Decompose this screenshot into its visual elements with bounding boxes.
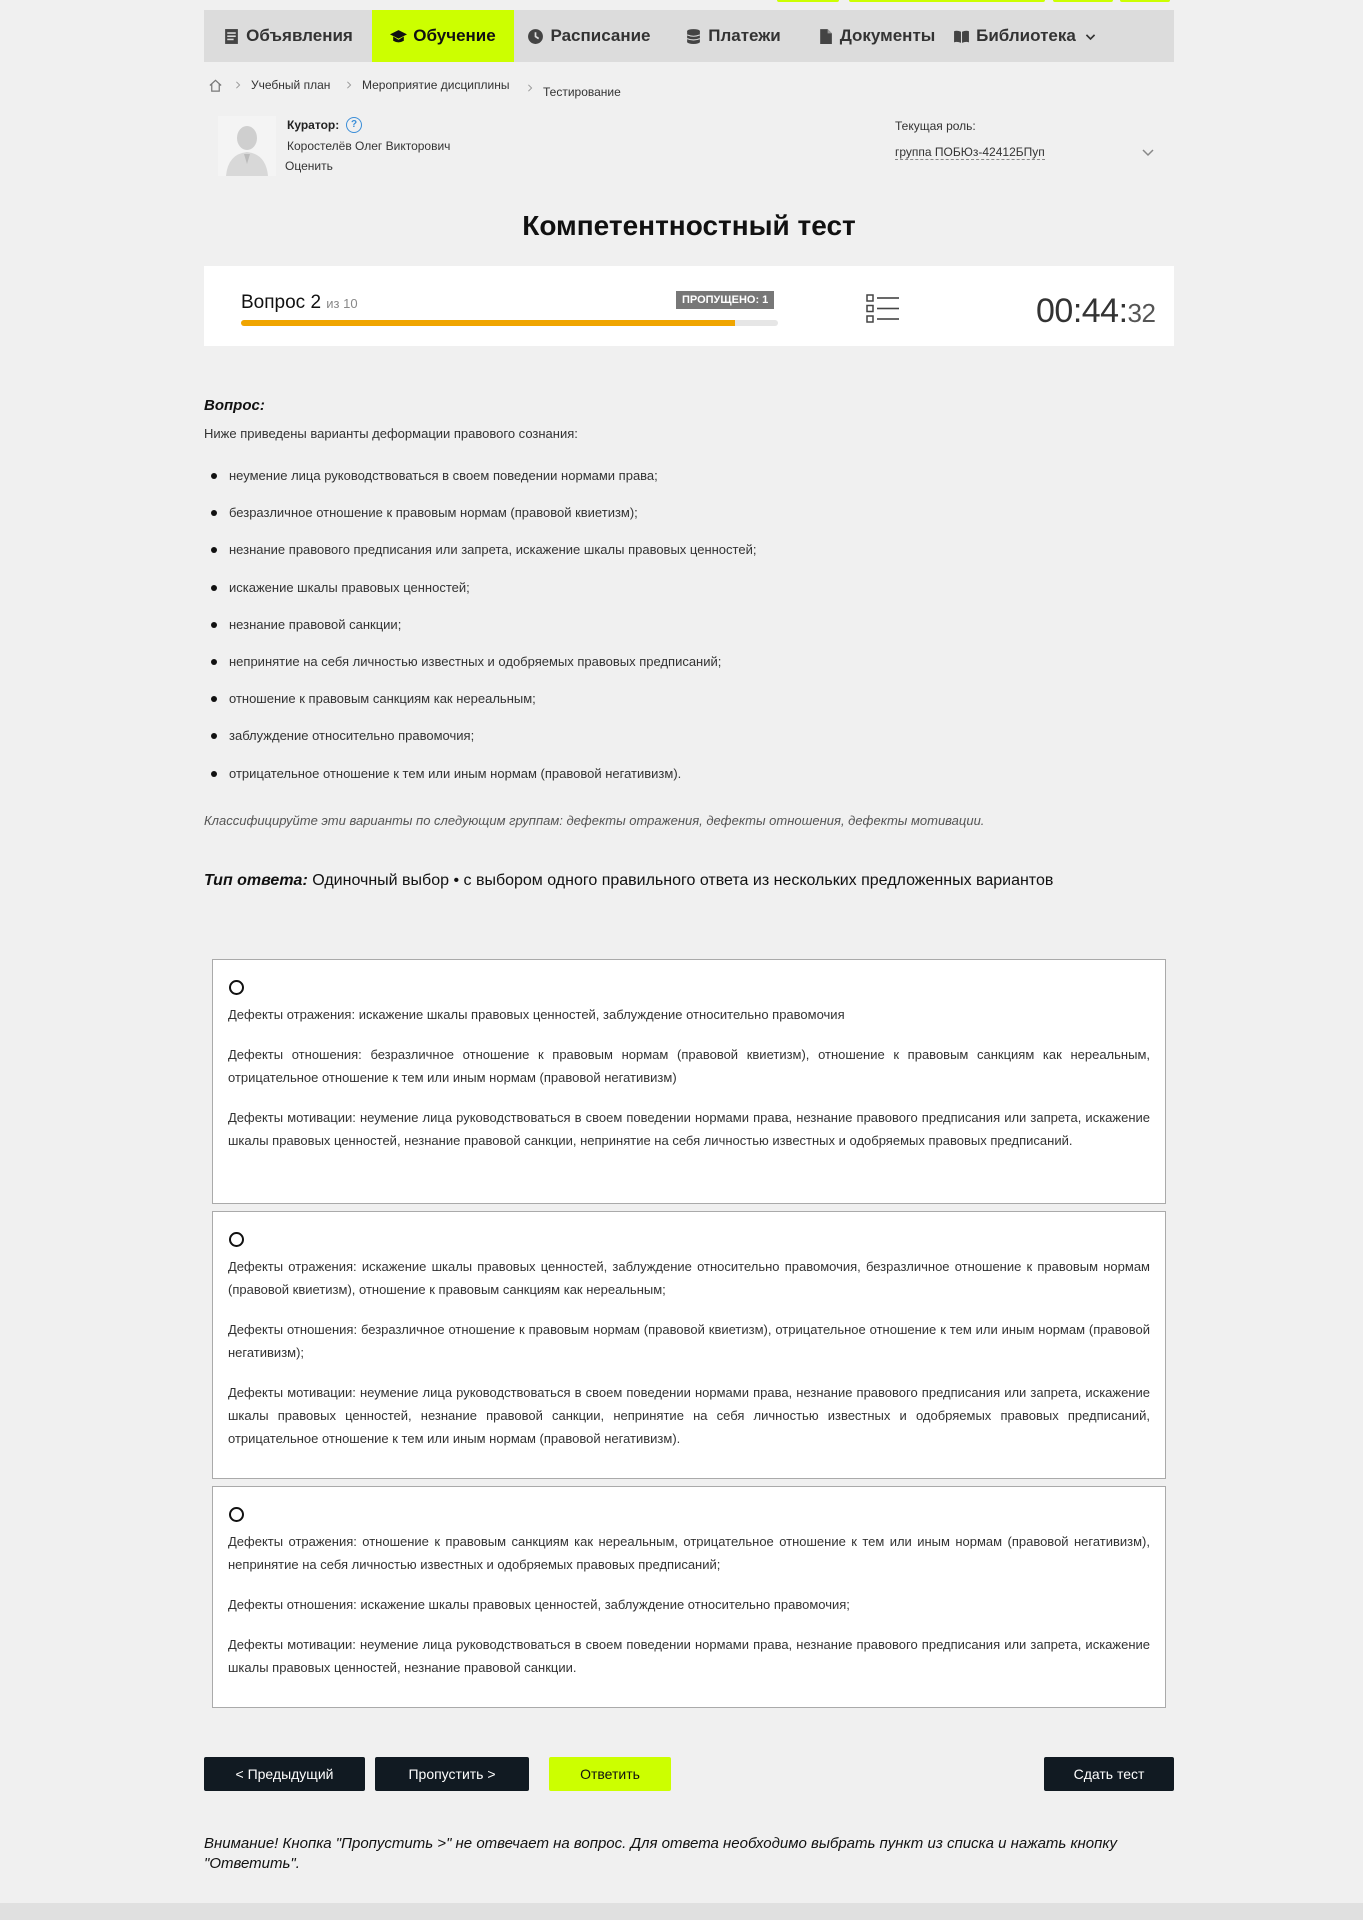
question-intro: Ниже приведены варианты деформации правового сознания: xyxy=(204,426,578,441)
list-item: искажение шкалы правовых ценностей; xyxy=(204,580,756,617)
coins-icon xyxy=(685,28,702,45)
list-item: заблуждение относительно правомочия; xyxy=(204,728,756,765)
timer-seconds: 32 xyxy=(1127,298,1156,328)
chevron-down-icon[interactable] xyxy=(1140,144,1156,160)
answer-option-2[interactable] xyxy=(212,1211,1166,1479)
breadcrumb-item-discipline-event[interactable]: Мероприятие дисциплины xyxy=(362,78,510,92)
breadcrumb-separator-icon xyxy=(345,81,353,89)
progress-bar xyxy=(241,320,778,326)
nav-item-schedule[interactable] xyxy=(514,10,664,62)
question-counter xyxy=(241,292,358,314)
list-item: незнание правовой санкции; xyxy=(204,617,756,654)
main-navbar xyxy=(204,10,1174,62)
list-item: неумение лица руководствоваться в своем поведении нормами права; xyxy=(204,468,756,505)
question-items-list xyxy=(204,468,756,803)
nav-item-documents[interactable] xyxy=(802,10,950,62)
breadcrumb-item-testing: Тестирование xyxy=(543,85,621,99)
nav-item-announcements[interactable] xyxy=(204,10,372,62)
option-text: Дефекты отражения: искажение шкалы правовых ценностей, заблуждение относительно правомочия, безразличное отношение к правовым нормам (правовой квиетизм), отношение к правовым санкциям как нереальным; xyxy=(228,1259,1150,1297)
countdown-timer xyxy=(1036,292,1155,331)
question-list-icon[interactable] xyxy=(866,293,900,324)
answer-type xyxy=(204,872,1053,890)
nav-label: Расписание xyxy=(550,26,651,45)
skip-warning: Внимание! Кнопка "Пропустить >" не отвечает на вопрос. Для ответа необходимо выбрать пункт из списка и нажать кнопку "Ответить". xyxy=(204,1835,1117,1872)
answer-type-value: Одиночный выбор • с выбором одного правильного ответа из нескольких предложенных вариантов xyxy=(312,872,1054,889)
answer-type-label: Тип ответа: xyxy=(204,872,308,889)
user-silhouette-icon xyxy=(218,116,276,176)
option-text: Дефекты мотивации: неумение лица руководствоваться в своем поведении нормами права, незнание правового предписания или запрета, искажение шкалы правовых ценностей, незнание правовой санкции, непринятие на себя личностью известных и одобряемых правовых предписаний. xyxy=(228,1110,1150,1148)
chevron-down-icon xyxy=(1084,30,1097,43)
home-icon[interactable] xyxy=(208,78,223,93)
breadcrumb-item-study-plan[interactable]: Учебный план xyxy=(251,78,331,92)
breadcrumb-separator-icon xyxy=(234,81,242,89)
nav-label: Платежи xyxy=(708,26,781,45)
question-label: Вопрос: xyxy=(204,397,265,414)
skipped-badge: ПРОПУЩЕНО: 1 xyxy=(676,291,774,309)
option-text: Дефекты мотивации: неумение лица руководствоваться в своем поведении нормами права, незнание правового предписания или запрета, искажение шкалы правовых ценностей, незнание правовой санкции. xyxy=(228,1637,1150,1675)
test-status-panel xyxy=(204,266,1174,346)
current-role-select[interactable]: группа ПОБЮз-42412БПуп xyxy=(895,145,1045,159)
nav-label: Библиотека xyxy=(976,26,1076,45)
help-icon[interactable]: ? xyxy=(346,117,362,133)
skip-button[interactable]: Пропустить > xyxy=(375,1757,529,1791)
curator-label: Куратор: xyxy=(287,118,340,132)
breadcrumb xyxy=(207,78,907,98)
option-text: Дефекты отражения: отношение к правовым санкциям как нереальным, отрицательное отношение к тем или иным нормам (правовой негативизм), непринятие на себя личностью известных и одобряемых правовых предписаний; xyxy=(228,1534,1150,1572)
curator-name: Коростелёв Олег Викторович xyxy=(287,139,451,153)
nav-item-learning[interactable] xyxy=(372,10,514,62)
question-number: Вопрос 2 xyxy=(241,292,322,313)
question-instruction: Классифицируйте эти варианты по следующим группам: дефекты отражения, дефекты отношения, дефекты мотивации. xyxy=(204,813,985,828)
option-text: Дефекты отношения: искажение шкалы правовых ценностей, заблуждение относительно правомочия; xyxy=(228,1597,850,1612)
radio-button[interactable] xyxy=(229,1232,244,1247)
list-item: отношение к правовым санкциям как нереальным; xyxy=(204,691,756,728)
list-item: незнание правового предписания или запрета, искажение шкалы правовых ценностей; xyxy=(204,542,756,579)
list-item: непринятие на себя личностью известных и одобряемых правовых предписаний; xyxy=(204,654,756,691)
footer xyxy=(0,1903,1363,1920)
radio-button[interactable] xyxy=(229,980,244,995)
page-title: Компетентностный тест xyxy=(522,210,856,241)
breadcrumb-separator-icon xyxy=(526,84,534,92)
question-total: из 10 xyxy=(326,296,358,311)
curator-block xyxy=(218,116,1178,180)
avatar xyxy=(218,116,276,176)
list-item: безразличное отношение к правовым нормам (правовой квиетизм); xyxy=(204,505,756,542)
option-text: Дефекты отношения: безразличное отношение к правовым нормам (правовой квиетизм), отношение к правовым санкциям как нереальным, отрицательное отношение к тем или иным нормам (правовой негативизм) xyxy=(228,1047,1150,1085)
current-role-label: Текущая роль: xyxy=(895,119,976,133)
document-icon xyxy=(817,28,834,45)
newspaper-icon xyxy=(223,28,240,45)
clock-icon xyxy=(527,28,544,45)
option-text: Дефекты отражения: искажение шкалы правовых ценностей, заблуждение относительно правомочия xyxy=(228,1007,845,1022)
nav-label: Документы xyxy=(839,26,936,45)
option-text: Дефекты мотивации: неумение лица руководствоваться в своем поведении нормами права, незнание правового предписания или запрета, искажение шкалы правовых ценностей, незнание правовой санкции, непринятие на себя личностью известных и одобряемых правовых предписаний, отрицательное отношение к тем или иным нормам (правовой негативизм). xyxy=(228,1385,1150,1446)
previous-button[interactable]: < Предыдущий xyxy=(204,1757,365,1791)
book-icon xyxy=(953,28,970,45)
answer-option-1[interactable] xyxy=(212,959,1166,1204)
progress-fill xyxy=(241,320,735,326)
answer-option-3[interactable] xyxy=(212,1486,1166,1708)
list-item: отрицательное отношение к тем или иным нормам (правовой негативизм). xyxy=(204,766,756,803)
nav-item-library[interactable] xyxy=(950,10,1100,62)
timer-main: 00:44: xyxy=(1036,292,1128,330)
option-text: Дефекты отношения: безразличное отношение к правовым нормам (правовой квиетизм), отрицательное отношение к тем или иным нормам (правовой негативизм); xyxy=(228,1322,1150,1360)
submit-test-button[interactable]: Сдать тест xyxy=(1044,1757,1174,1791)
radio-button[interactable] xyxy=(229,1507,244,1522)
graduation-cap-icon xyxy=(390,28,407,45)
nav-label: Обучение xyxy=(413,26,496,45)
rate-curator-link[interactable]: Оценить xyxy=(285,159,333,173)
nav-item-payments[interactable] xyxy=(664,10,802,62)
answer-button[interactable]: Ответить xyxy=(549,1757,671,1791)
nav-label: Объявления xyxy=(246,26,353,45)
top-accent-strip xyxy=(0,0,1363,2)
